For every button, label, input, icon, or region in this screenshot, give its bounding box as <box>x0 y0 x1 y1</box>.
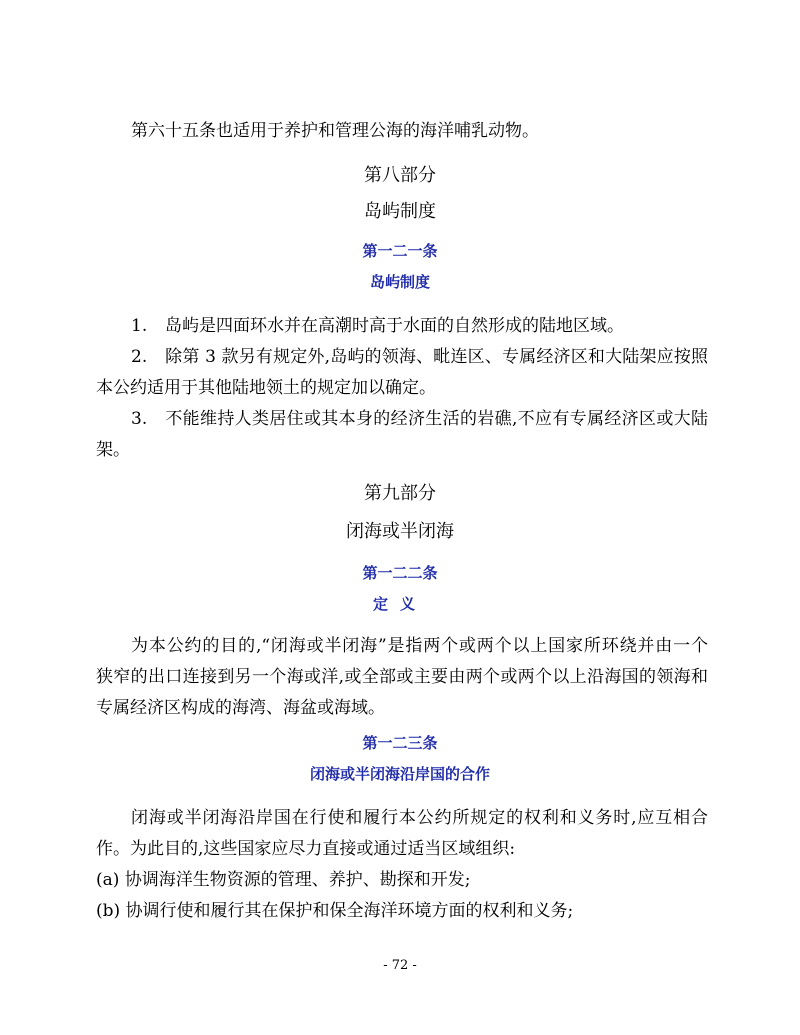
article-122-paragraph-line-3: 专属经济区构成的海湾、海盆或海域。 <box>96 698 385 718</box>
part-8-title: 岛屿制度 <box>364 201 436 222</box>
article-121-title: 岛屿制度 <box>369 273 430 291</box>
article-122-title: 定义 <box>372 595 427 613</box>
article-122-paragraph-line-2: 狭窄的出口连接到另一个海或洋,或全部或主要由两个或两个以上沿海国的领海和 <box>96 667 708 687</box>
article-123-paragraph-line-1: 闭海或半闭海沿岸国在行使和履行本公约所规定的权利和义务时,应互相合 <box>131 808 708 828</box>
article-121-item-2 <box>131 345 708 369</box>
intro-paragraph: 第六十五条也适用于养护和管理公海的海洋哺乳动物。 <box>131 121 539 141</box>
item-number: 3. <box>131 409 148 429</box>
item-text: 不能维持人类居住或其本身的经济生活的岩礁,不应有专属经济区或大陆 <box>165 409 708 429</box>
item-text: 除第 3 款另有规定外,岛屿的领海、毗连区、专属经济区和大陆架应按照 <box>165 347 708 367</box>
part-9-title: 闭海或半闭海 <box>346 521 454 542</box>
item-label: (b) <box>96 901 121 921</box>
article-121-item-3 <box>131 407 708 431</box>
article-123-paragraph-line-2: 作。为此目的,这些国家应尽力直接或通过适当区域组织: <box>96 839 516 859</box>
article-121-item-1 <box>131 314 708 338</box>
article-123-item-b <box>96 899 708 923</box>
article-122-paragraph-line-1: 为本公约的目的,“闭海或半闭海”是指两个或两个以上国家所环绕并由一个 <box>131 636 708 656</box>
item-text: 协调海洋生物资源的管理、养护、勘探和开发; <box>124 870 471 890</box>
article-123-title: 闭海或半闭海沿岸国的合作 <box>309 765 490 783</box>
item-number: 2. <box>131 347 148 367</box>
article-123-number: 第一二三条 <box>362 734 438 752</box>
article-121-number: 第一二一条 <box>362 242 438 260</box>
part-9-number: 第九部分 <box>364 483 436 504</box>
item-text: 岛屿是四面环水并在高潮时高于水面的自然形成的陆地区域。 <box>165 316 624 336</box>
item-text: 协调行使和履行其在保护和保全海洋环境方面的权利和义务; <box>125 901 574 921</box>
article-123-item-a <box>96 868 708 892</box>
article-122-number: 第一二二条 <box>362 564 438 582</box>
part-8-number: 第八部分 <box>364 165 436 186</box>
item-label: (a) <box>96 870 120 890</box>
item-number: 1. <box>131 316 148 336</box>
article-121-item-2-continued: 本公约适用于其他陆地领土的规定加以确定。 <box>96 378 436 398</box>
page-number: - 72 - <box>383 958 417 973</box>
article-121-item-3-continued: 架。 <box>96 440 130 460</box>
